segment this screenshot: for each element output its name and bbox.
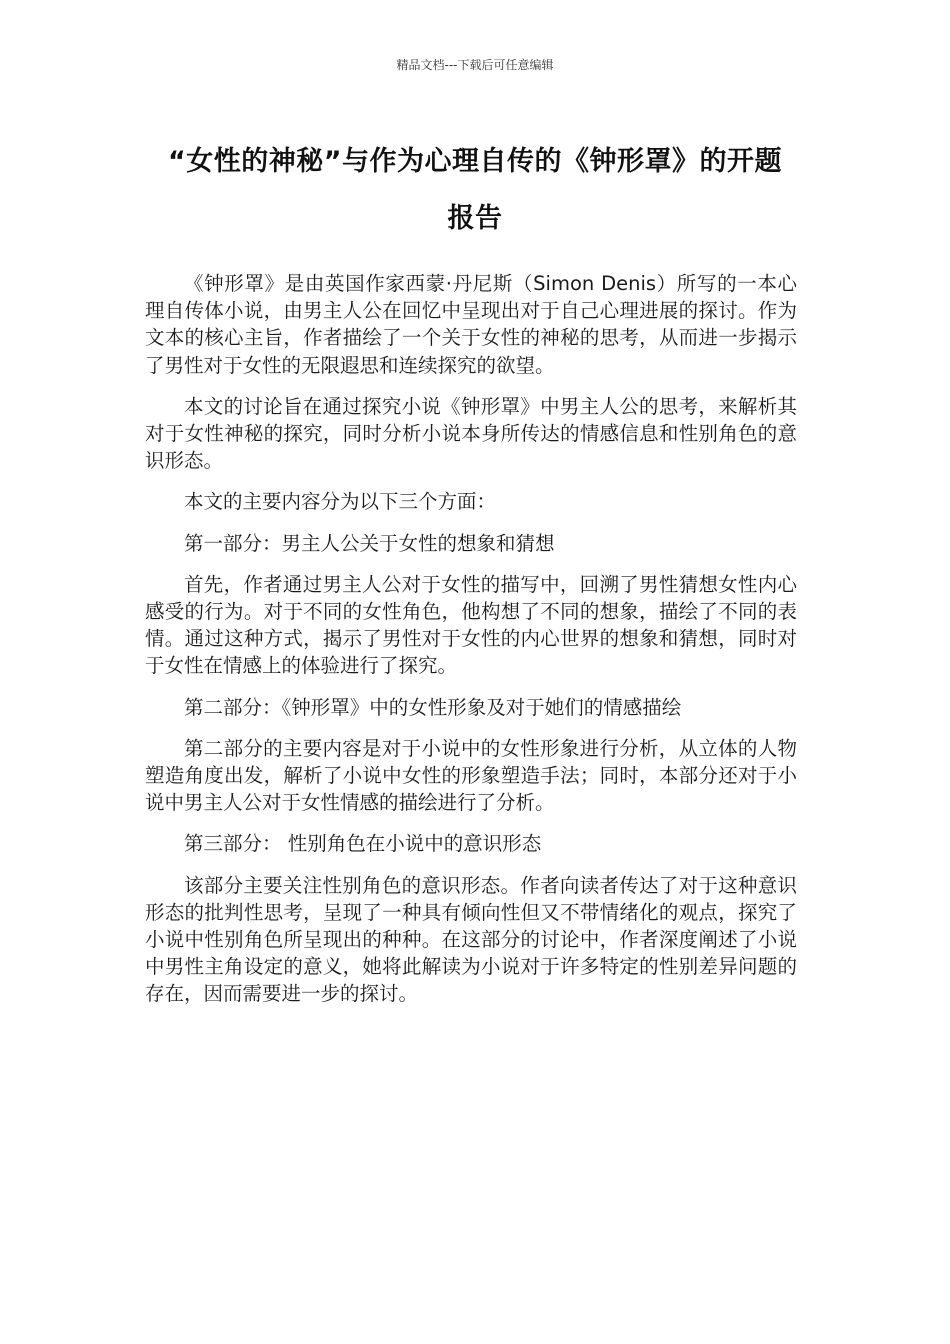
page-header: 精品文档---下载后可任意编辑 xyxy=(396,58,554,72)
section-2-heading: 第二部分：《钟形罩》中的女性形象及对于她们的情感描绘 xyxy=(184,695,682,719)
document-title-line-1: “女性的神秘”与作为心理自传的《钟形罩》的开题 xyxy=(168,146,782,177)
section-1-heading: 第一部分：男主人公关于女性的想象和猜想 xyxy=(184,531,555,555)
intro-paragraph: 《钟形罩》是由英国作家西蒙·丹尼斯（Simon Denis）所写的一本心理自传体小说，由男主人公在回忆中呈现出对于自己心理进展的探讨。作为文本的核心主旨，作者描绘了一个关于女性的神秘的思考，从而进一步揭示了男性对于女性的无限遐思和连续探究的欲望。 xyxy=(145,272,797,377)
document-body xyxy=(145,270,797,1022)
section-3-heading: 第三部分： 性别角色在小说中的意识形态 xyxy=(184,832,542,856)
document-title xyxy=(130,133,820,247)
section-2-paragraph: 第二部分的主要内容是对于小说中的女性形象进行分析，从立体的人物塑造角度出发，解析了小说中女性的形象塑造手法；同时，本部分还对于小说中男主人公对于女性情感的描绘进行了分析。 xyxy=(145,736,797,815)
purpose-paragraph: 本文的讨论旨在通过探究小说《钟形罩》中男主人公的思考，来解析其对于女性神秘的探究，同时分析小说本身所传达的情感信息和性别角色的意识形态。 xyxy=(145,394,797,473)
outline-paragraph: 本文的主要内容分为以下三个方面： xyxy=(184,490,497,514)
section-1-paragraph: 首先，作者通过男主人公对于女性的描写中，回溯了男性猜想女性内心感受的行为。对于不同的女性角色，他构想了不同的想象，描绘了不同的表情。通过这种方式，揭示了男性对于女性的内心世界的想象和猜想，同时对于女性在情感上的体验进行了探究。 xyxy=(145,572,797,678)
document-title-line-2: 报告 xyxy=(447,203,503,234)
section-3-paragraph: 该部分主要关注性别角色的意识形态。作者向读者传达了对于这种意识形态的批判性思考，呈现了一种具有倾向性但又不带情绪化的观点，探究了小说中性别角色所呈现出的种种。在这部分的讨论中，作者深度阐述了小说中男性主角设定的意义，她将此解读为小说对于许多特定的性别差异问题的存在，因而需要进一步的探讨。 xyxy=(145,873,797,1006)
